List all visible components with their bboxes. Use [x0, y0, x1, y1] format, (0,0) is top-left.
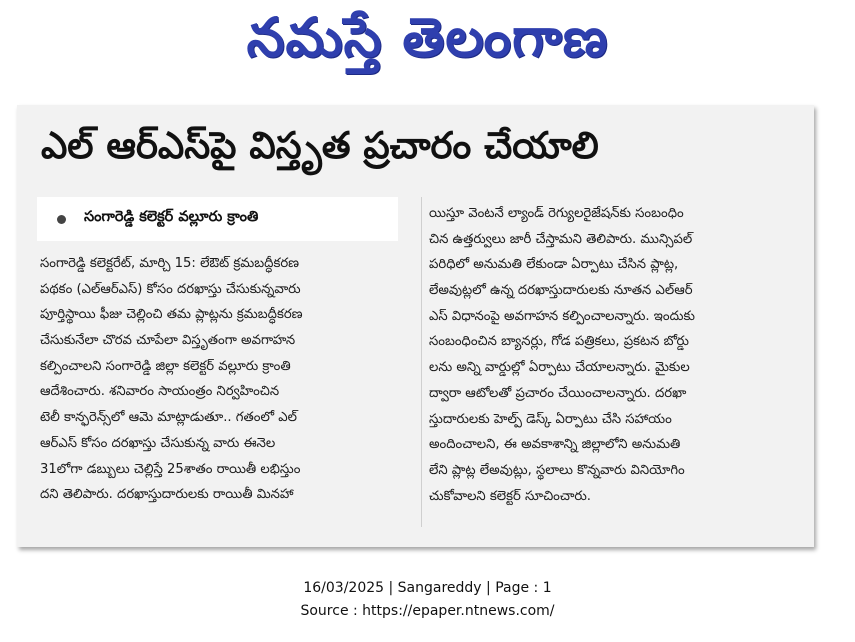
subhead-text: సంగారెడ్డి కలెక్టర్ వల్లూరు క్రాంతి	[84, 209, 259, 225]
footer-date-edition: 16/03/2025 | Sangareddy | Page : 1	[303, 580, 552, 596]
bullet-icon	[57, 215, 66, 224]
footer-source-link[interactable]: Source : https://epaper.ntnews.com/	[300, 603, 555, 619]
text-line: టెలీ కాన్ఫరెన్స్‌లో ఆమె మాట్లాడుతూ.. గతంలో ఎల్	[40, 410, 297, 426]
text-line: పరిధిలో అనుమతి లేకుండా ఏర్పాటు చేసిన ప్లాట్ల,	[429, 257, 679, 273]
text-line: దని తెలిపారు. దరఖాస్తుదారులకు రాయితీ మినహా	[40, 487, 294, 503]
text-line: యిస్తూ వెంటనే ల్యాండ్ రెగ్యులరైజేషన్‌కు సంబంధిం	[429, 206, 684, 221]
text-line: అందించాలని, ఈ అవకాశాన్ని జిల్లాలోని అనుమతి	[429, 437, 681, 453]
column-divider	[421, 197, 422, 527]
text-line: ద్వారా ఆటోలతో ప్రచారం చేయించాలన్నారు. దరఖా	[429, 385, 687, 401]
text-line: సంగారెడ్డి కలెక్టరేట్, మార్చి 15: లేఔట్ క్రమబద్ధీకరణ	[40, 256, 300, 271]
text-line: 31లోగా డబ్బులు చెల్లిస్తే 25శాతం రాయితీ లభిస్తుం	[40, 461, 301, 477]
text-line: సంబంధించిన బ్యానర్లు, గోడ పత్రికలు, ప్రకటన బోర్డు	[429, 334, 689, 350]
text-line: ఎస్ విధానంపై అవగాహన కల్పించాలన్నారు. ఇందుకు	[429, 308, 695, 324]
text-line: కల్పించాలని సంగారెడ్డి జిల్లా కలెక్టర్ వల్లూరు క్రాంతి	[40, 358, 291, 374]
article-subhead	[37, 197, 398, 241]
masthead-logo: నమస్తే తెలంగాణ	[246, 5, 609, 69]
article-column-left	[40, 251, 418, 508]
text-line: పథకం (ఎల్‌ఆర్‌ఎస్) కోసం దరఖాస్తు చేసుకున్నవారు	[40, 281, 301, 297]
text-line: చుకోవాలని కలెక్టర్ సూచించారు.	[429, 488, 591, 504]
text-line: ఆర్‌ఎస్ కోసం దరఖాస్తు చేసుకున్న వారు ఈనెల	[40, 435, 276, 451]
text-line: స్తుదారులకు హెల్ప్ డెస్క్ ఏర్పాటు చేసి సహాయం	[429, 411, 672, 427]
text-line: ఆదేశించారు. శనివారం సాయంత్రం నిర్వహించిన	[40, 384, 280, 400]
news-clipping	[17, 105, 814, 547]
article-column-right	[429, 201, 801, 509]
text-line: లను అన్ని వార్డుల్లో ఏర్పాటు చేయాలన్నారు. మైకుల	[429, 360, 690, 376]
text-line: లేఅవుట్లలో ఉన్న దరఖాస్తుదారులకు నూతన ఎల్‌ఆర్	[429, 283, 693, 299]
text-line: చిన ఉత్తర్వులు జారీ చేస్తామని తెలిపారు. మున్సిపల్	[429, 231, 693, 247]
text-line: చేసుకునేలా చొరవ చూపేలా విస్తృతంగా అవగాహన	[40, 333, 296, 349]
article-headline: ఎల్ ఆర్‌ఎస్‌పై విస్తృత ప్రచారం చేయాలి	[41, 124, 599, 167]
text-line: లేని ప్లాట్ల లేఅవుట్లు, స్థలాలు కొన్నవారు వినియోగిం	[429, 462, 685, 478]
text-line: పూర్తిస్థాయి ఫీజు చెల్లించి తమ ప్లాట్లను క్రమబద్ధీకరణ	[40, 307, 303, 323]
